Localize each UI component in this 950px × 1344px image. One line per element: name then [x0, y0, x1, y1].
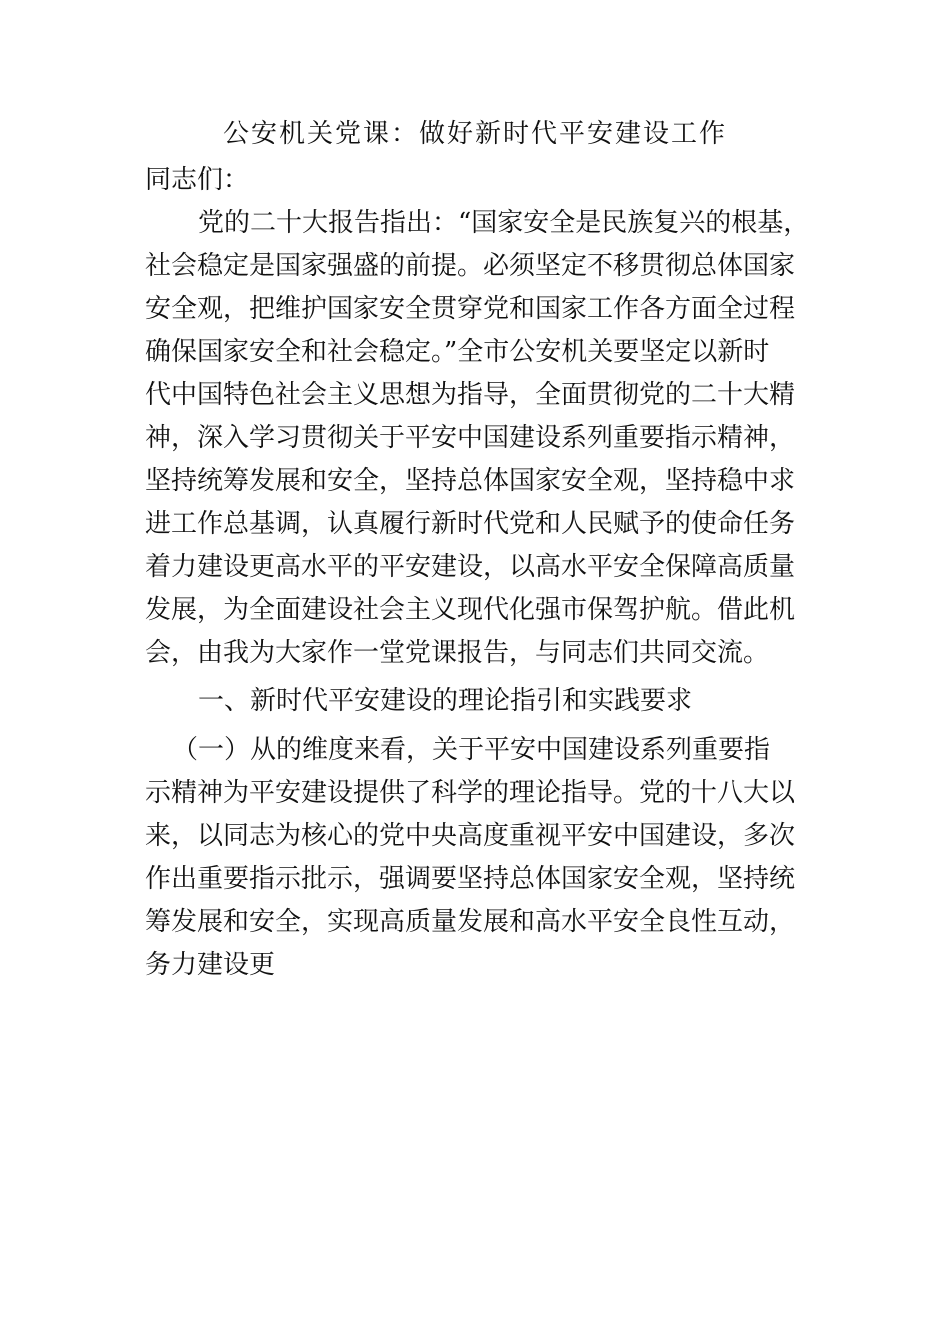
body-line: 确保国家安全和社会稳定。”全市公安机关要坚定以新时: [145, 337, 770, 367]
body-line: 发展，为全面建设社会主义现代化强市保驾护航。借此机: [145, 595, 796, 625]
body-line: 安全观，把维护国家安全贯穿党和国家工作各方面全过程: [145, 294, 796, 324]
body-line: 来，以同志为核心的党中央高度重视平安中国建设，多次: [145, 821, 796, 851]
body-line: 务力建设更: [145, 950, 276, 980]
salutation-line: 同志们：: [145, 165, 250, 195]
body-line: 会，由我为大家作一堂党课报告，与同志们共同交流。: [145, 638, 770, 668]
body-line: （一）从的维度来看，关于平安中国建设系列重要指: [172, 735, 771, 765]
body-line: 代中国特色社会主义思想为指导，全面贯彻党的二十大精: [145, 380, 796, 410]
body-line: 社会稳定是国家强盛的前提。必须坚定不移贯彻总体国家: [145, 251, 796, 281]
body-line: 党的二十大报告指出：“国家安全是民族复兴的根基，: [198, 208, 810, 238]
section-heading: 一、新时代平安建设的理论指引和实践要求: [198, 686, 693, 716]
body-line: 作出重要指示批示，强调要坚持总体国家安全观，坚持统: [145, 864, 796, 894]
body-line: 坚持统筹发展和安全，坚持总体国家安全观，坚持稳中求: [145, 466, 796, 496]
body-line: 示精神为平安建设提供了科学的理论指导。党的十八大以: [145, 778, 796, 808]
body-line: 神，深入学习贯彻关于平安中国建设系列重要指示精神，: [145, 423, 796, 453]
body-line: 筹发展和安全，实现高质量发展和高水平安全良性互动，: [145, 907, 796, 937]
document-title: 公安机关党课：做好新时代平安建设工作: [222, 119, 727, 149]
body-line: 着力建设更高水平的平安建设，以高水平安全保障高质量: [145, 552, 796, 582]
body-line: 进工作总基调，认真履行新时代党和人民赋予的使命任务: [145, 509, 796, 539]
